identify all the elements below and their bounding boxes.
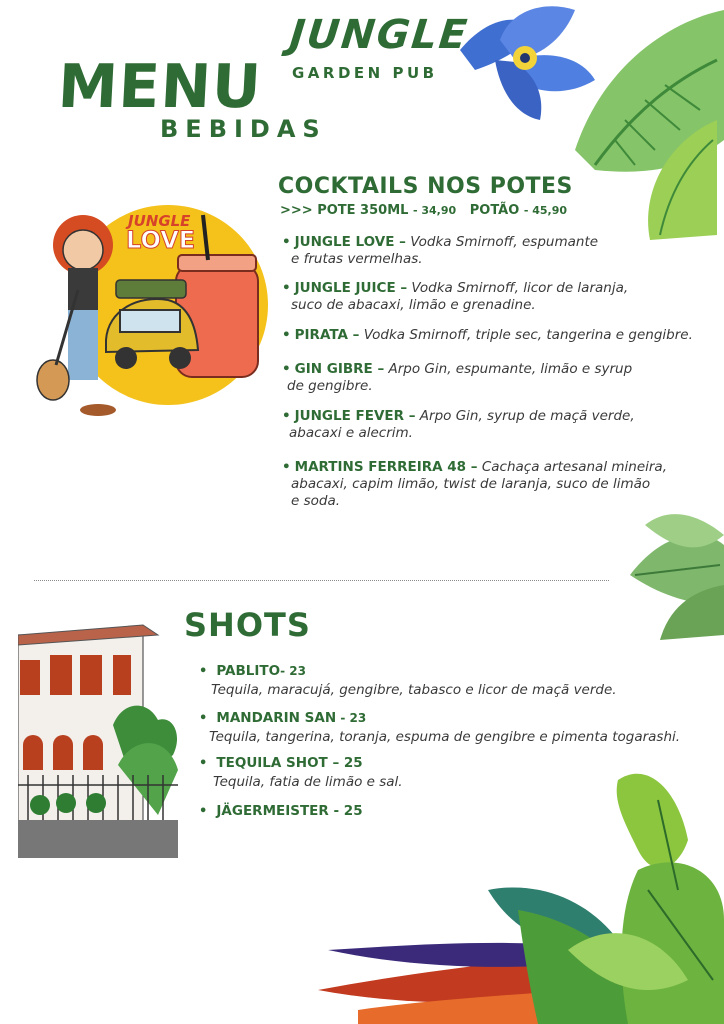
cocktail-item: • JUNGLE JUICE – Vodka Smirnoff, licor de laranja, suco de abacaxi, limão e grenadine. — [282, 280, 629, 313]
price-potao-label: POTÃO — [469, 203, 520, 218]
shot-item: • JÄGERMEISTER - 25 — [199, 803, 363, 819]
shot-item: • MANDARIN SAN - 23 Tequila, tangerina, toranja, espuma de gengibre e pimenta togarashi. — [199, 710, 681, 745]
bullet-icon: • — [282, 327, 291, 343]
cocktails-price-line — [280, 203, 567, 218]
cocktail-item: • GIN GIBRE – Arpo Gin, espumante, limão e syrup de gengibre. — [282, 361, 633, 394]
cocktail-item: • MARTINS FERREIRA 48 – Cachaça artesanal mineira, abacaxi, capim limão, twist de laranja, suco de limão e soda. — [282, 459, 667, 509]
jungle-love-badge-top: JUNGLE — [128, 212, 191, 230]
mid-right-foliage — [620, 495, 724, 645]
shot-item: • PABLITO- 23 Tequila, maracujá, gengibre, tabasco e licor de maçã verde. — [199, 663, 617, 698]
bullet-icon: • — [282, 280, 291, 296]
bullet-icon: • — [199, 711, 208, 726]
price-potao-value: - 45,90 — [523, 204, 568, 217]
shot-item: • TEQUILA SHOT – 25 Tequila, fatia de limão e sal. — [199, 755, 403, 790]
bullet-icon: • — [199, 804, 208, 819]
cocktail-item: • JUNGLE FEVER – Arpo Gin, syrup de maçã verde, abacaxi e alecrim. — [282, 408, 635, 441]
price-pote-label: >>> POTE 350ML — [280, 203, 409, 218]
bottom-right-foliage — [318, 750, 724, 1024]
bullet-icon: • — [282, 361, 291, 377]
bullet-icon: • — [282, 408, 291, 424]
section-subtitle: BEBIDAS — [160, 115, 327, 143]
pub-building-illustration — [18, 615, 183, 865]
jungle-love-badge-bottom: LOVE — [126, 226, 196, 254]
cocktail-item: • PIRATA – Vodka Smirnoff, triple sec, tangerina e gengibre. — [282, 327, 693, 343]
shots-section-title: SHOTS — [184, 606, 311, 644]
brand-subtitle: GARDEN PUB — [292, 64, 438, 82]
price-pote-value: - 34,90 — [412, 204, 457, 217]
bullet-icon: • — [199, 756, 208, 771]
section-divider — [34, 580, 609, 581]
menu-title: MENU — [56, 52, 264, 122]
bullet-icon: • — [199, 664, 208, 679]
brand-logo-text: JUNGLE — [287, 12, 471, 58]
cocktails-section-title: COCKTAILS NOS POTES — [278, 174, 573, 199]
bullet-icon: • — [282, 459, 291, 475]
cocktail-item: • JUNGLE LOVE – Vodka Smirnoff, espumante e frutas vermelhas. — [282, 234, 599, 267]
bullet-icon: • — [282, 234, 291, 250]
